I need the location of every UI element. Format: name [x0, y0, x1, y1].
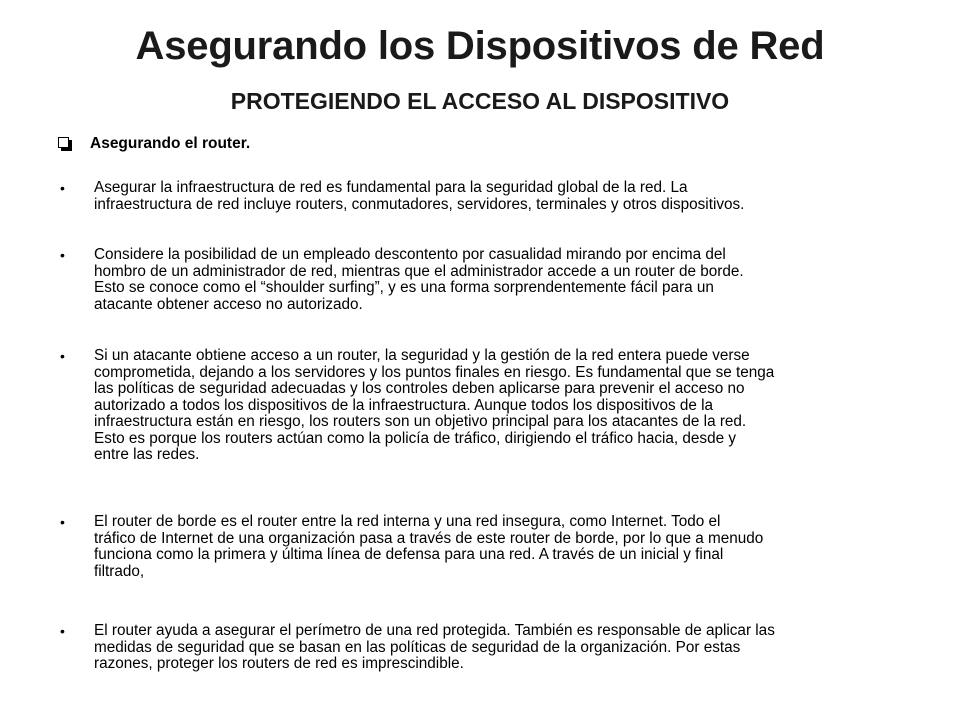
bullet-item [60, 514, 920, 580]
bullet-dot-icon: • [60, 247, 65, 263]
bullet-item [60, 247, 920, 313]
bullet-item [60, 623, 920, 673]
bullet-dot-icon: • [60, 348, 65, 364]
bullet-item [60, 348, 920, 464]
bullet-item [60, 180, 920, 213]
bullet-dot-icon: • [60, 623, 65, 639]
slide-title: Asegurando los Dispositivos de Red [135, 24, 825, 68]
bullet-text: Asegurar la infraestructura de red es fundamental para la seguridad global de la red. La infraestructura de red incluye routers, conmutadores, servidores, terminales y otros dispositivos. [94, 179, 745, 213]
section-heading: Asegurando el router. [90, 135, 251, 152]
bullet-text: El router de borde es el router entre la red interna y una red insegura, como Internet. Todo el tráfico de Internet de una organización pasa a través de este router de borde, por lo que a menudo funciona como la primera y última línea de defensa para una red. A través de un inicial y final filtrado, [94, 513, 764, 580]
bullet-text: Si un atacante obtiene acceso a un router, la seguridad y la gestión de la red entera puede verse comprometida, dejando a los servidores y los puntos finales en riesgo. Es fundamental que se tenga las políticas de seguridad adecuadas y los controles deben aplicarse para prevenir el acceso no autorizado a todos los dispositivos de la infraestructura. Aunque todos los dispositivos de la infraestructura están en riesgo, los routers son un objetivo principal para los atacantes de la red. Esto es porque los routers actúan como la policía de tráfico, dirigiendo el tráfico hacia, desde y entre las redes. [94, 347, 775, 463]
bullet-dot-icon: • [60, 180, 65, 196]
bullet-text: El router ayuda a asegurar el perímetro de una red protegida. También es responsable de aplicar las medidas de seguridad que se basan en las políticas de seguridad de la organización. Por estas razones, proteger los routers de red es imprescindible. [94, 622, 775, 672]
bullet-text: Considere la posibilidad de un empleado descontento por casualidad mirando por encima del hombro de un administrador de red, mientras que el administrador accede a un router de borde. Esto se conoce como el “shoulder surfing”, y es una forma sorprendentemente fácil para un atacante obtener acceso no autorizado. [94, 246, 744, 313]
slide-subtitle: PROTEGIENDO EL ACCESO AL DISPOSITIVO [230, 88, 730, 114]
bullet-dot-icon: • [60, 514, 65, 530]
